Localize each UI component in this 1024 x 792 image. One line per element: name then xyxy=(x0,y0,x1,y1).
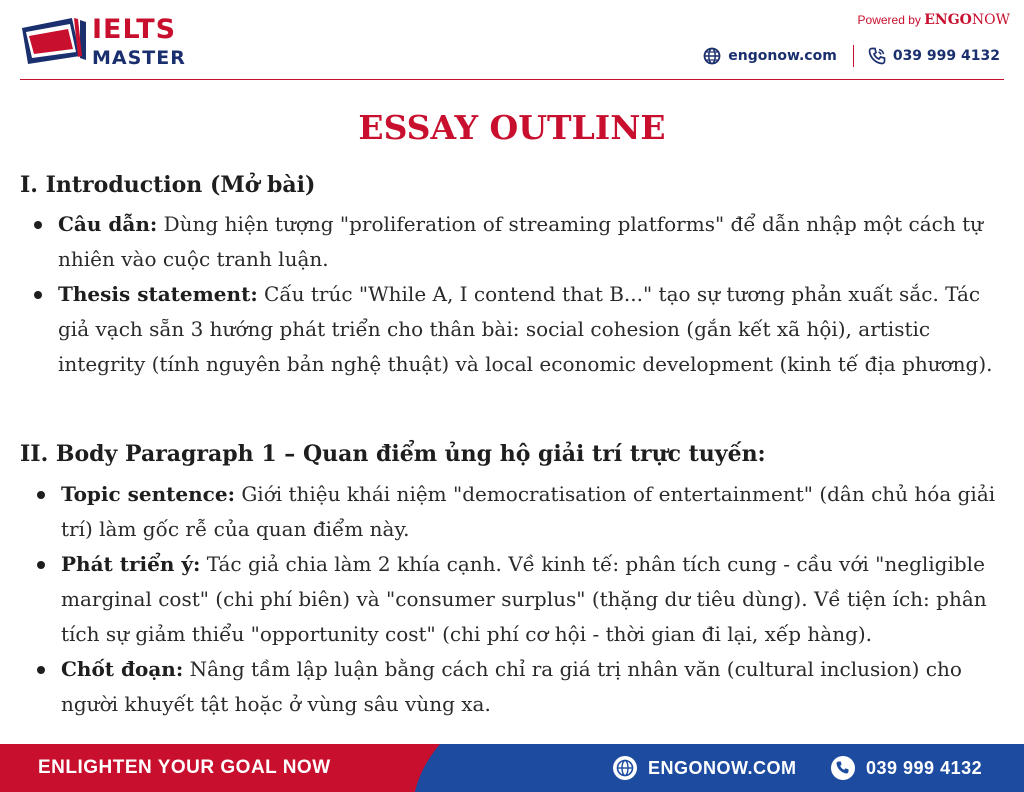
footer-website xyxy=(612,753,797,783)
ielts-master-logo-icon xyxy=(20,16,90,66)
bullet-icon xyxy=(37,666,45,674)
list-item-text: Tác giả chia làm 2 khía cạnh. Về kinh tế: phân tích cung - cầu với "negligible marginal cost" (chi phí biên) và "consumer surplus" (thặng dư tiêu dùng). Về tiện ích: phân tích sự giảm thiểu "opportunity cost" (chi phí cơ hội - thời gian đi lại, xếp hàng). xyxy=(61,552,987,646)
body-1-list xyxy=(23,477,1023,722)
list-item-label: Thesis statement: xyxy=(58,282,258,306)
list-item-text: Giới thiệu khái niệm "democratisation of entertainment" (dân chủ hóa giải trí) làm gốc rễ của quan điểm này. xyxy=(61,482,996,541)
page-header xyxy=(0,0,1024,80)
phone-icon xyxy=(868,47,886,65)
footer-phone-link[interactable]: 039 999 4132 xyxy=(866,757,983,778)
list-item-label: Topic sentence: xyxy=(61,482,235,506)
powered-brand xyxy=(924,12,1010,28)
powered-brand-main: ENGO xyxy=(924,12,972,28)
globe-icon xyxy=(703,47,721,65)
phone-icon xyxy=(830,755,856,781)
list-item-label: Chốt đoạn: xyxy=(61,657,184,681)
logo-text-bottom: MASTER xyxy=(92,47,186,69)
list-item xyxy=(20,207,1000,277)
globe-icon xyxy=(612,755,638,781)
list-item xyxy=(23,477,1023,547)
header-phone-link[interactable]: 039 999 4132 xyxy=(892,48,1000,64)
list-item xyxy=(23,547,1023,652)
header-contact xyxy=(703,44,1000,68)
list-item-label: Câu dẫn: xyxy=(58,212,158,236)
list-item xyxy=(23,652,1023,722)
powered-prefix: Powered by xyxy=(857,13,921,27)
page-footer xyxy=(0,744,1024,792)
section-heading-body-1: II. Body Paragraph 1 – Quan điểm ủng hộ giải trí trực tuyến: xyxy=(20,441,766,467)
footer-phone xyxy=(830,753,982,783)
powered-by xyxy=(858,12,1010,28)
list-item xyxy=(20,277,1000,382)
bullet-icon xyxy=(37,491,45,499)
logo-text-top: IELTS xyxy=(92,14,177,45)
footer-website-link[interactable]: ENGONOW.COM xyxy=(648,757,797,778)
header-website-link[interactable]: engonow.com xyxy=(728,48,837,64)
bullet-icon xyxy=(37,561,45,569)
list-item-text: Dùng hiện tượng "proliferation of streaming platforms" để dẫn nhập một cách tự nhiên vào cuộc tranh luận. xyxy=(58,212,984,271)
list-item-text: Cấu trúc "While A, I contend that B..." tạo sự tương phản xuất sắc. Tác giả vạch sẵn 3 hướng phát triển cho thân bài: social cohesion (gắn kết xã hội), artistic integrity (tính nguyên bản nghệ thuật) và local economic development (kinh tế địa phương). xyxy=(58,282,993,376)
powered-brand-tail: NOW xyxy=(971,12,1010,28)
section-heading-introduction: I. Introduction (Mở bài) xyxy=(20,172,316,198)
header-divider xyxy=(20,79,1004,80)
bullet-icon xyxy=(34,221,42,229)
introduction-list xyxy=(20,207,1000,382)
header-contact-divider xyxy=(853,45,854,67)
footer-slogan: ENLIGHTEN YOUR GOAL NOW xyxy=(38,757,331,778)
bullet-icon xyxy=(34,291,42,299)
page-title: ESSAY OUTLINE xyxy=(358,108,666,147)
list-item-label: Phát triển ý: xyxy=(61,552,201,576)
list-item-text: Nâng tầm lập luận bằng cách chỉ ra giá trị nhân văn (cultural inclusion) cho người khuyết tật hoặc ở vùng sâu vùng xa. xyxy=(61,657,962,716)
